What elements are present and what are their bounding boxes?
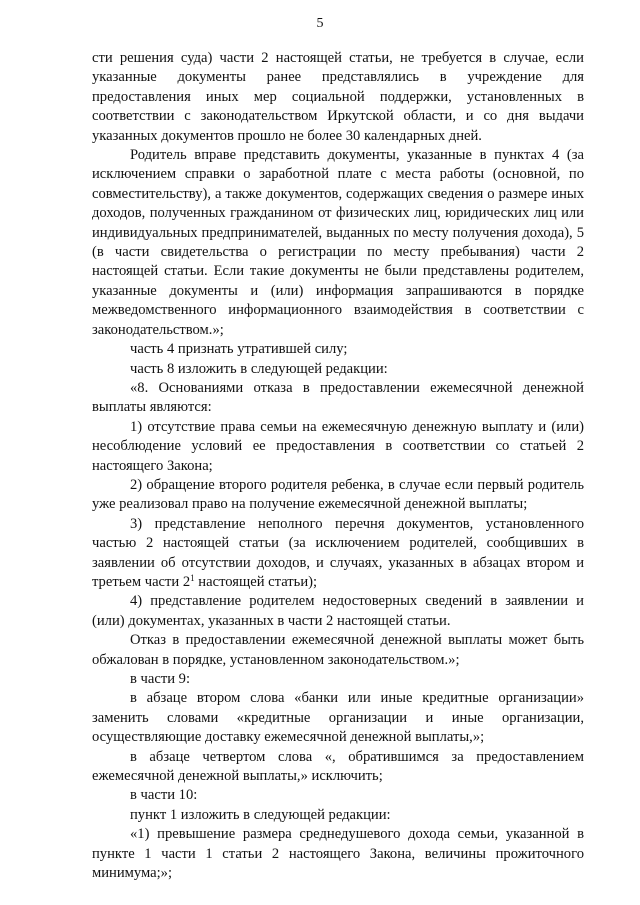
- document-body: [92, 49, 584, 883]
- paragraph-part-8: часть 8 изложить в следующей редакции:: [130, 360, 388, 377]
- paragraph-part-10-item-1: пункт 1 изложить в следующей редакции:: [130, 806, 391, 823]
- paragraph-item-1: 1) отсутствие права семьи на ежемесячную денежную выплату и (или) несоблюдение условий ее предоставления в соответствии со статьей 2 настоящего Закона;: [92, 418, 584, 474]
- paragraph-item-3-text: 3) представление неполного перечня документов, установленного частью 2 настоящей статьи (за исключением родителей, сообщивших в заявлении об отсутствии доходов, и случаях, указанных в абзацах втором и третьем части 2: [92, 515, 584, 590]
- paragraph-part-10-item-1-text: «1) превышение размера среднедушевого дохода семьи, указанной в пункте 1 части 1 статьи 2 настоящего Закона, величины прожиточного минимума;»;: [92, 826, 584, 882]
- paragraph-refusal: Отказ в предоставлении ежемесячной денежной выплаты может быть обжалован в порядке, установленном законодательством.»;: [92, 632, 584, 668]
- paragraph-item-3-tail: настоящей статьи);: [194, 573, 318, 590]
- paragraph-part-10: в части 10:: [130, 787, 198, 804]
- paragraph-item-4: 4) представление родителем недостоверных сведений в заявлении и (или) документах, указанных в части 2 настоящей статьи.: [92, 593, 584, 629]
- paragraph-parent-documents: Родитель вправе представить документы, указанные в пунктах 4 (за исключением справки о заработной плате с места работы (основной, по совместительству), а также документов, содержащих сведения о размере иных доходов, полученных гражданином от физических лиц, юридических лиц или индивидуальных предпринимателей, выданных по месту получения дохода), 5 (в части свидетельства о регистрации по месту пребывания) части 2 настоящей статьи. Если такие документы не были представлены родителем, указанные документы и (или) информация запрашиваются в порядке межведомственного информационного взаимодействия в соответствии с законодательством.»;: [92, 147, 584, 338]
- paragraph-part-8-intro: «8. Основаниями отказа в предоставлении ежемесячной денежной выплаты являются:: [92, 379, 584, 416]
- paragraph-part-9: в части 9:: [130, 671, 191, 687]
- paragraph-item-3: [92, 515, 584, 593]
- paragraph-item-2: 2) обращение второго родителя ребенка, в случае если первый родитель уже реализовал право на получение ежемесячной денежной выплаты;: [92, 476, 584, 513]
- paragraph-part-9-second: в абзаце втором слова «банки или иные кредитные организации» заменить словами «кредитные организации и иные организации, осуществляющие доставку ежемесячной денежной выплаты,»;: [92, 690, 584, 746]
- paragraph-continuation: сти решения суда) части 2 настоящей статьи, не требуется в случае, если указанные документы ранее представлялись в учреждение для предоставления иных мер социальной поддержки, установленных в соответствии с законодательством Иркутской области, и со дня выдачи указанных документов прошло не более 30 календарных дней.: [92, 50, 584, 144]
- paragraph-part-4: часть 4 признать утратившей силу;: [130, 341, 348, 358]
- page-number: 5: [316, 16, 324, 31]
- paragraph-part-9-fourth: в абзаце четвертом слова «, обратившимся за предоставлением ежемесячной денежной выплаты,» исключить;: [92, 748, 584, 785]
- superscript-index: 1: [190, 572, 195, 583]
